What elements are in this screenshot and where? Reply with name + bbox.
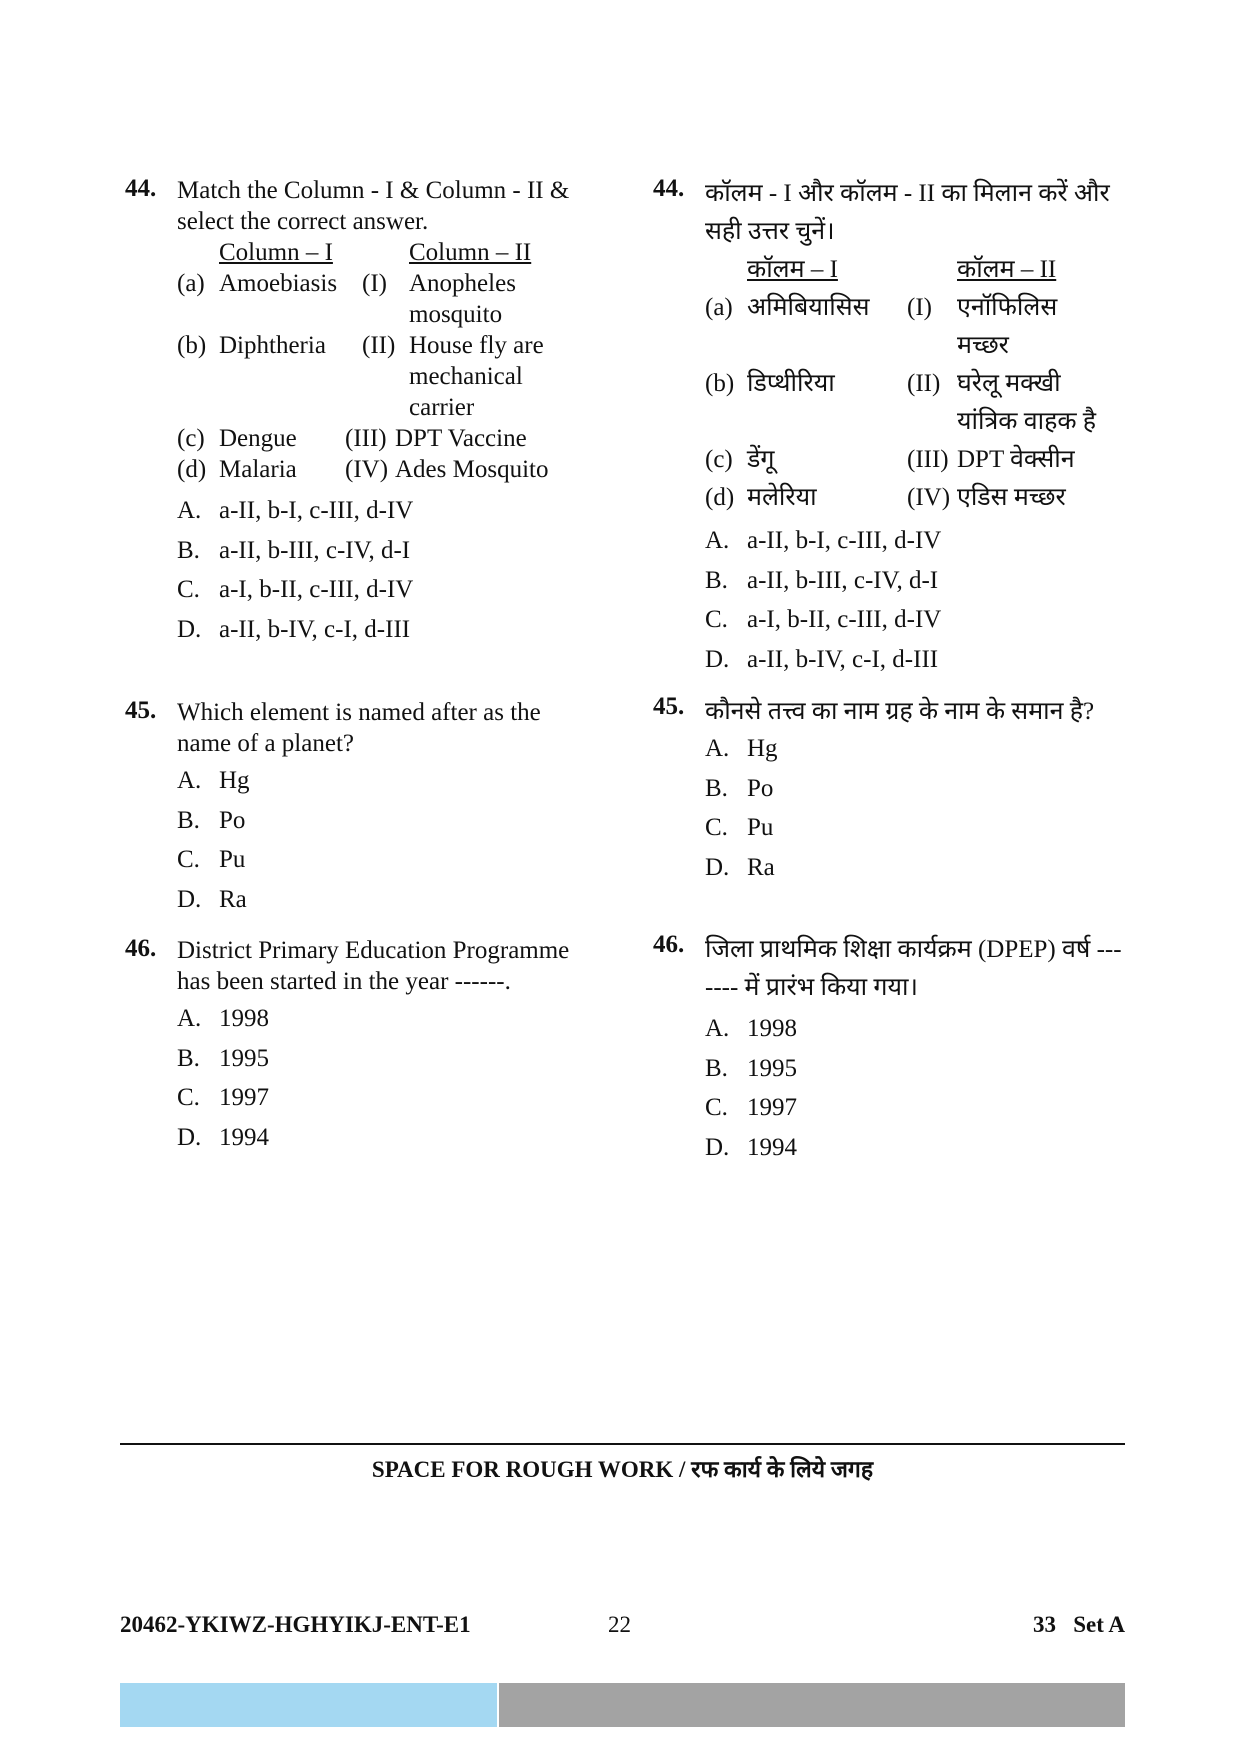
option-d[interactable]: D. Ra [705,853,775,881]
option-a[interactable]: A. 1998 [705,1015,797,1042]
question-number: 45. [653,693,685,720]
option-a[interactable]: A. a-II, b-I, c-III, d-IV [177,497,414,524]
match-table [177,237,595,485]
question-45 [125,697,595,923]
question-text: District Primary Education Programme has been started in the year ------. [177,937,570,995]
question-number: 45. [125,697,157,724]
match-row: (d) मलेरिया (IV) एडिस मच्छर [705,484,1066,511]
question-text: जिला प्राथमिक शिक्षा कार्यक्रम (DPEP) वर्ष ------- में प्रारंभ किया गया। [705,936,1122,1001]
column-1-heading: Column – I [219,239,333,266]
option-d[interactable]: D. a-II, b-IV, c-I, d-III [177,615,411,643]
set-label: 33 Set A [1033,1612,1125,1637]
question-44 [653,175,1123,683]
match-row: (d) Malaria (IV) Ades Mosquito [177,456,549,483]
match-row: (c) Dengue (III) DPT Vaccine [177,425,527,452]
page-number: 22 [608,1612,631,1637]
match-row: (a) Amoebiasis (I) Anopheles mosquito [177,270,516,328]
option-b[interactable]: B. 1995 [705,1054,797,1082]
column-1-heading: कॉलम – I [747,256,838,283]
paper-code: 20462-YKIWZ-HGHYIKJ-ENT-E1 [120,1612,471,1637]
question-number: 46. [125,935,157,962]
option-b[interactable]: B. a-II, b-III, c-IV, d-I [177,536,411,564]
rough-work-label: SPACE FOR ROUGH WORK / रफ कार्य के लिये जगह [371,1457,874,1482]
match-table [705,251,1125,517]
option-a[interactable]: A. a-II, b-I, c-III, d-IV [705,527,942,554]
question-text: कौनसे तत्त्व का नाम ग्रह के नाम के समान है? [705,698,1095,725]
footer-bar-gray [499,1683,1125,1727]
question-44 [125,175,595,653]
column-2-heading: कॉलम – II [957,256,1057,283]
option-a[interactable]: A. Hg [705,735,778,762]
option-d[interactable]: D. 1994 [177,1123,269,1151]
match-row: (c) डेंगू (III) DPT वेक्सीन [705,446,1075,473]
option-d[interactable]: D. 1994 [705,1133,797,1161]
option-c[interactable]: C. 1997 [177,1084,269,1111]
match-row: (b) Diphtheria (II) House fly are mechanical carrier [177,332,544,421]
option-a[interactable]: A. Hg [177,767,250,794]
question-text: कॉलम - I और कॉलम - II का मिलान करें और सही उत्तर चुनें। [705,180,1110,245]
footer-bar-blue [120,1683,497,1727]
divider-rule [120,1443,1125,1445]
question-text: Which element is named after as the name of a planet? [177,699,541,757]
option-a[interactable]: A. 1998 [177,1005,269,1032]
option-b[interactable]: B. a-II, b-III, c-IV, d-I [705,566,939,594]
question-number: 44. [653,175,685,202]
option-c[interactable]: C. a-I, b-II, c-III, d-IV [705,606,942,633]
question-46 [653,931,1123,1171]
option-b[interactable]: B. Po [705,774,774,802]
question-number: 46. [653,931,685,958]
option-c[interactable]: C. Pu [705,814,774,841]
option-c[interactable]: C. 1997 [705,1094,797,1121]
column-2-heading: Column – II [409,239,532,266]
option-b[interactable]: B. Po [177,806,246,834]
match-row: (b) डिप्थीरिया (II) घरेलू मक्खी यांत्रिक वाहक है [705,370,1097,435]
match-row: (a) अमिबियासिस (I) एनॉफिलिस मच्छर [705,294,1058,359]
question-number: 44. [125,175,157,202]
option-d[interactable]: D. Ra [177,885,247,913]
option-b[interactable]: B. 1995 [177,1044,269,1072]
option-c[interactable]: C. a-I, b-II, c-III, d-IV [177,576,414,603]
question-text: Match the Column - I & Column - II & select the correct answer. [177,177,570,235]
question-46 [125,935,595,1161]
option-d[interactable]: D. a-II, b-IV, c-I, d-III [705,645,939,673]
question-45 [653,693,1123,891]
option-c[interactable]: C. Pu [177,846,246,873]
